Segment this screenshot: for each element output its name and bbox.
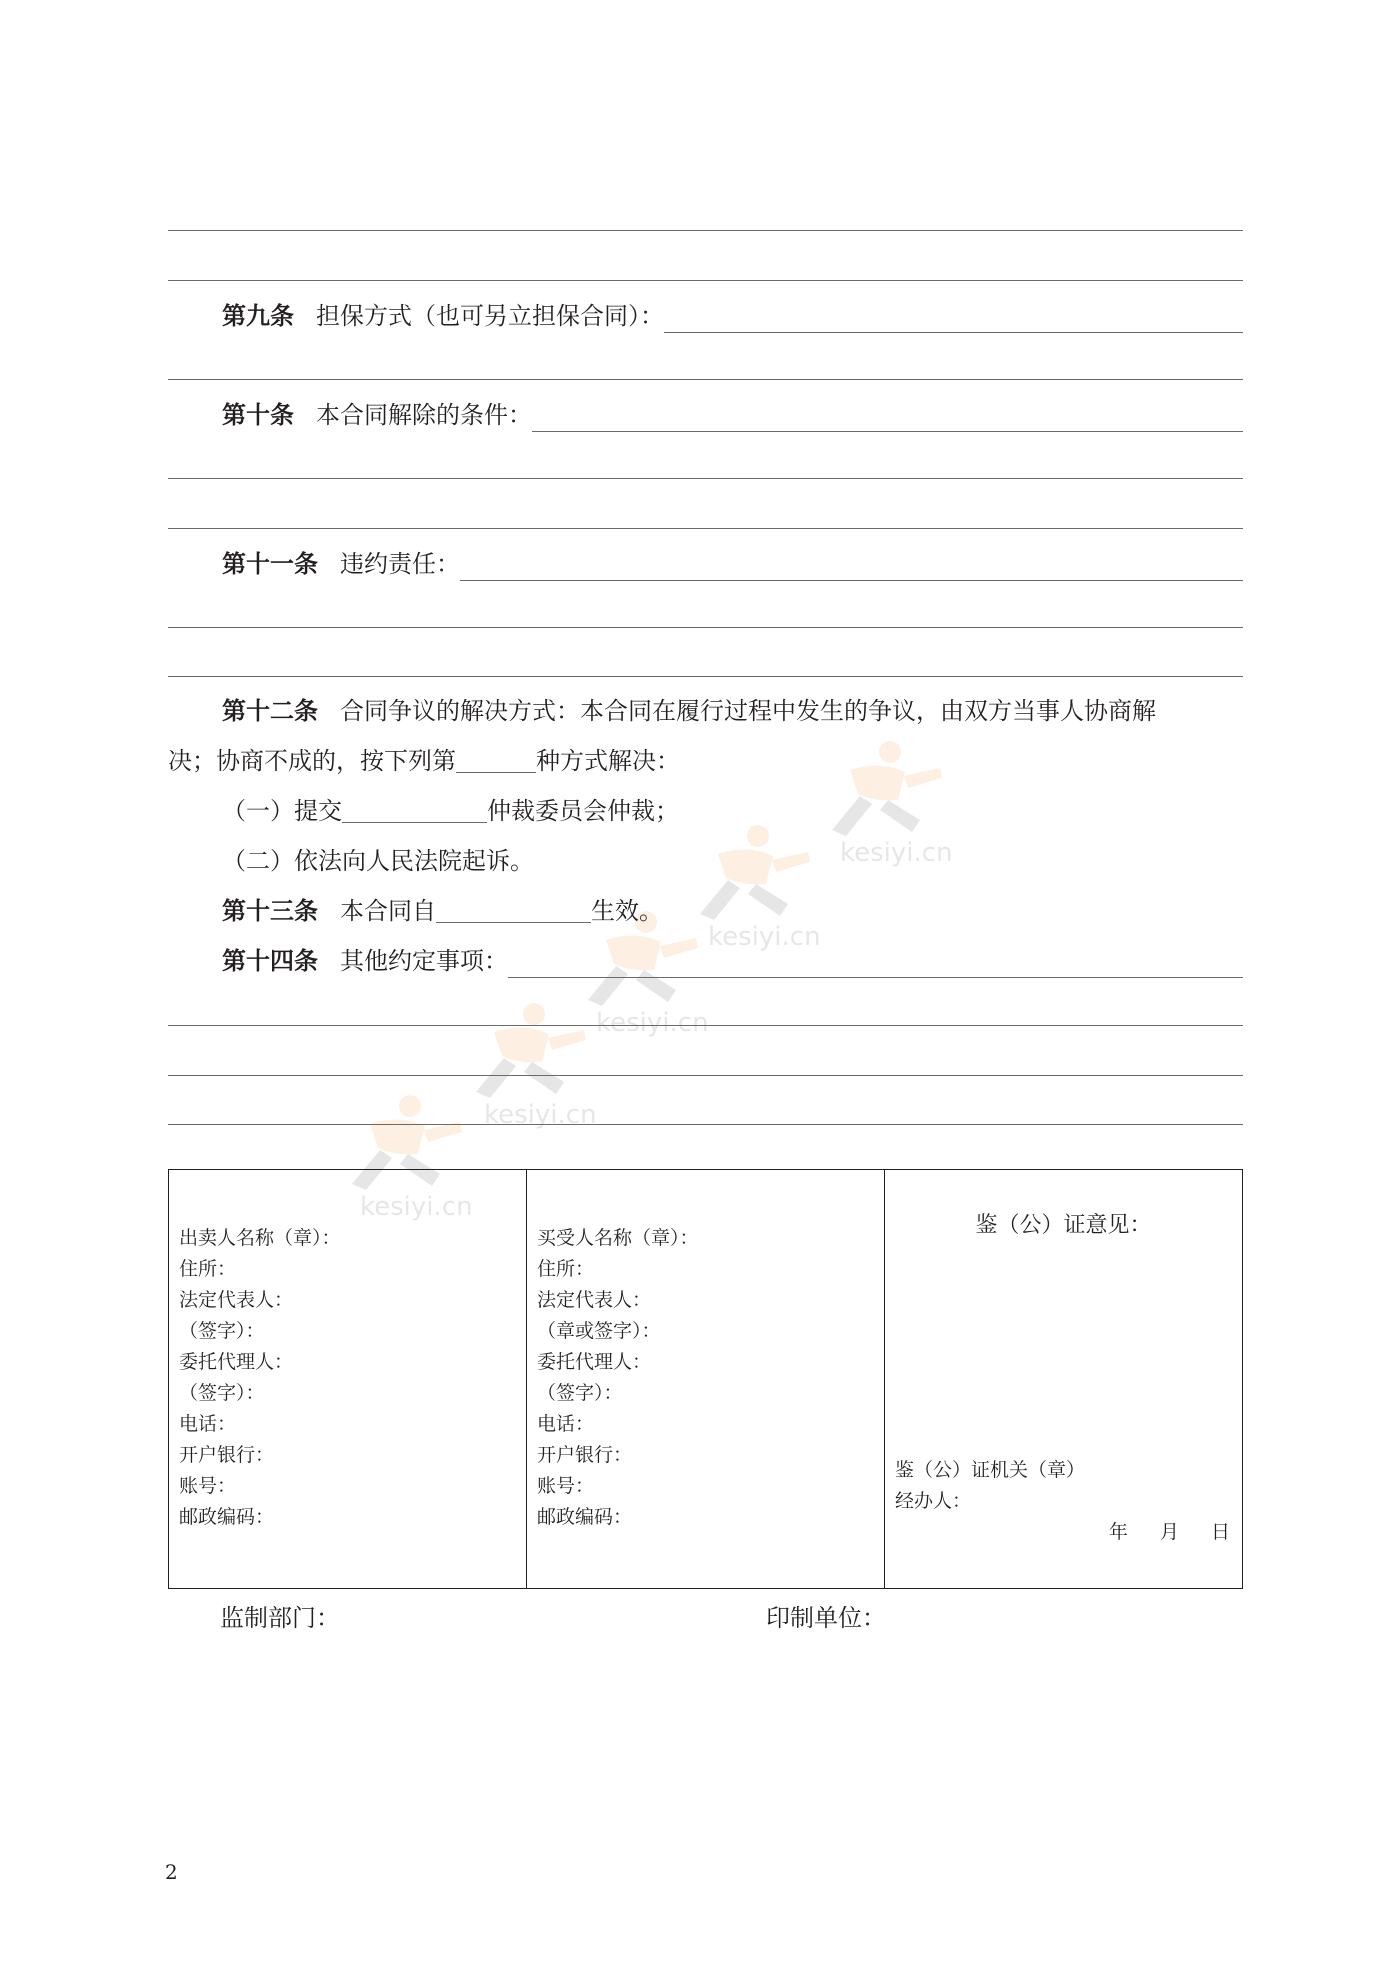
article-9-blank[interactable]: [664, 298, 1243, 333]
article-12-option-1: [168, 786, 1243, 836]
page-number: 2: [165, 1860, 178, 1884]
article-12-text-2a: 决；协商不成的，按下列第: [168, 747, 456, 775]
option-1-text-a: （一）提交: [222, 797, 342, 825]
buyer-column: [527, 1170, 885, 1589]
buyer-field: 法定代表人：: [537, 1289, 652, 1311]
printer-label: 印制单位：: [766, 1604, 886, 1632]
ruled-line: [168, 280, 1243, 281]
ruled-line: [168, 1124, 1243, 1125]
article-12-option-2: [168, 836, 1243, 886]
method-number-blank[interactable]: [456, 742, 536, 773]
ruled-line: [168, 478, 1243, 479]
article-12-line-1: [168, 686, 1243, 736]
ruled-line: [168, 230, 1243, 231]
buyer-field: 账号：: [537, 1475, 595, 1497]
ruled-line: [168, 1025, 1243, 1026]
buyer-field: 委托代理人：: [537, 1351, 652, 1373]
buyer-field: 开户银行：: [537, 1444, 633, 1466]
article-11-text: 违约责任：: [340, 550, 460, 578]
seller-field: 电话：: [179, 1413, 237, 1435]
watermark-text: kesiyi.cn: [840, 838, 953, 868]
article-10: [168, 390, 1243, 440]
arbitration-commission-blank[interactable]: [342, 792, 487, 823]
ruled-line: [168, 528, 1243, 529]
seller-field: 出卖人名称（章）：: [179, 1227, 341, 1249]
notary-column: [885, 1170, 1243, 1589]
seller-field: 住所：: [179, 1258, 237, 1280]
article-13-text-a: 本合同自: [340, 897, 436, 925]
article-14-blank[interactable]: [508, 943, 1243, 978]
seller-column: [169, 1170, 527, 1589]
watermark-text: kesiyi.cn: [596, 1008, 709, 1038]
notary-date: 年 月 日: [1108, 1521, 1230, 1543]
article-10-label: 第十条: [222, 400, 294, 429]
ruled-line: [168, 627, 1243, 628]
article-11: [168, 539, 1243, 589]
article-11-blank[interactable]: [460, 546, 1243, 581]
article-9-text: 担保方式（也可另立担保合同）：: [316, 302, 664, 330]
article-12-text-2b: 种方式解决：: [536, 747, 680, 775]
article-14-label: 第十四条: [222, 946, 318, 975]
article-9: [168, 291, 1243, 341]
ruled-line: [168, 1075, 1243, 1076]
supervisor-label: 监制部门：: [220, 1604, 340, 1632]
buyer-field: （章或签字）：: [537, 1320, 661, 1342]
buyer-field: 邮政编码：: [537, 1506, 633, 1528]
article-14: [168, 936, 1243, 986]
ruled-line: [168, 379, 1243, 380]
seller-field: 开户银行：: [179, 1444, 275, 1466]
article-13-text-b: 生效。: [591, 897, 663, 925]
article-12-label: 第十二条: [222, 696, 318, 725]
seller-field: （签字）：: [179, 1320, 265, 1342]
article-10-text: 本合同解除的条件：: [316, 401, 532, 429]
article-14-text: 其他约定事项：: [340, 947, 508, 975]
watermark-text: kesiyi.cn: [360, 1192, 473, 1222]
seller-field: 邮政编码：: [179, 1506, 275, 1528]
article-13: [168, 886, 1243, 936]
option-2-text: （二）依法向人民法院起诉。: [222, 847, 534, 875]
ruled-line: [168, 676, 1243, 677]
seller-field: 账号：: [179, 1475, 237, 1497]
watermark-text: kesiyi.cn: [708, 922, 821, 952]
seller-field: 法定代表人：: [179, 1289, 294, 1311]
article-12-text: 合同争议的解决方式：本合同在履行过程中发生的争议，由双方当事人协商解: [340, 697, 1156, 725]
notary-org: 鉴（公）证机关（章）: [895, 1459, 1086, 1481]
buyer-field: 住所：: [537, 1258, 595, 1280]
notary-title: 鉴（公）证意见：: [975, 1213, 1152, 1238]
buyer-field: 电话：: [537, 1413, 595, 1435]
signature-table: [168, 1169, 1243, 1589]
buyer-field: 买受人名称（章）：: [537, 1227, 699, 1249]
article-12-line-2: [168, 736, 1243, 786]
notary-handler: 经办人：: [895, 1490, 972, 1512]
effective-date-blank[interactable]: [436, 892, 591, 923]
article-10-blank[interactable]: [532, 397, 1243, 432]
buyer-field: （签字）：: [537, 1382, 623, 1404]
article-11-label: 第十一条: [222, 549, 318, 578]
seller-field: 委托代理人：: [179, 1351, 294, 1373]
seller-field: （签字）：: [179, 1382, 265, 1404]
option-1-text-b: 仲裁委员会仲裁；: [487, 797, 679, 825]
article-9-label: 第九条: [222, 301, 294, 330]
watermark-text: kesiyi.cn: [484, 1100, 597, 1130]
runner-icon: [424, 1000, 604, 1110]
article-13-label: 第十三条: [222, 896, 318, 925]
